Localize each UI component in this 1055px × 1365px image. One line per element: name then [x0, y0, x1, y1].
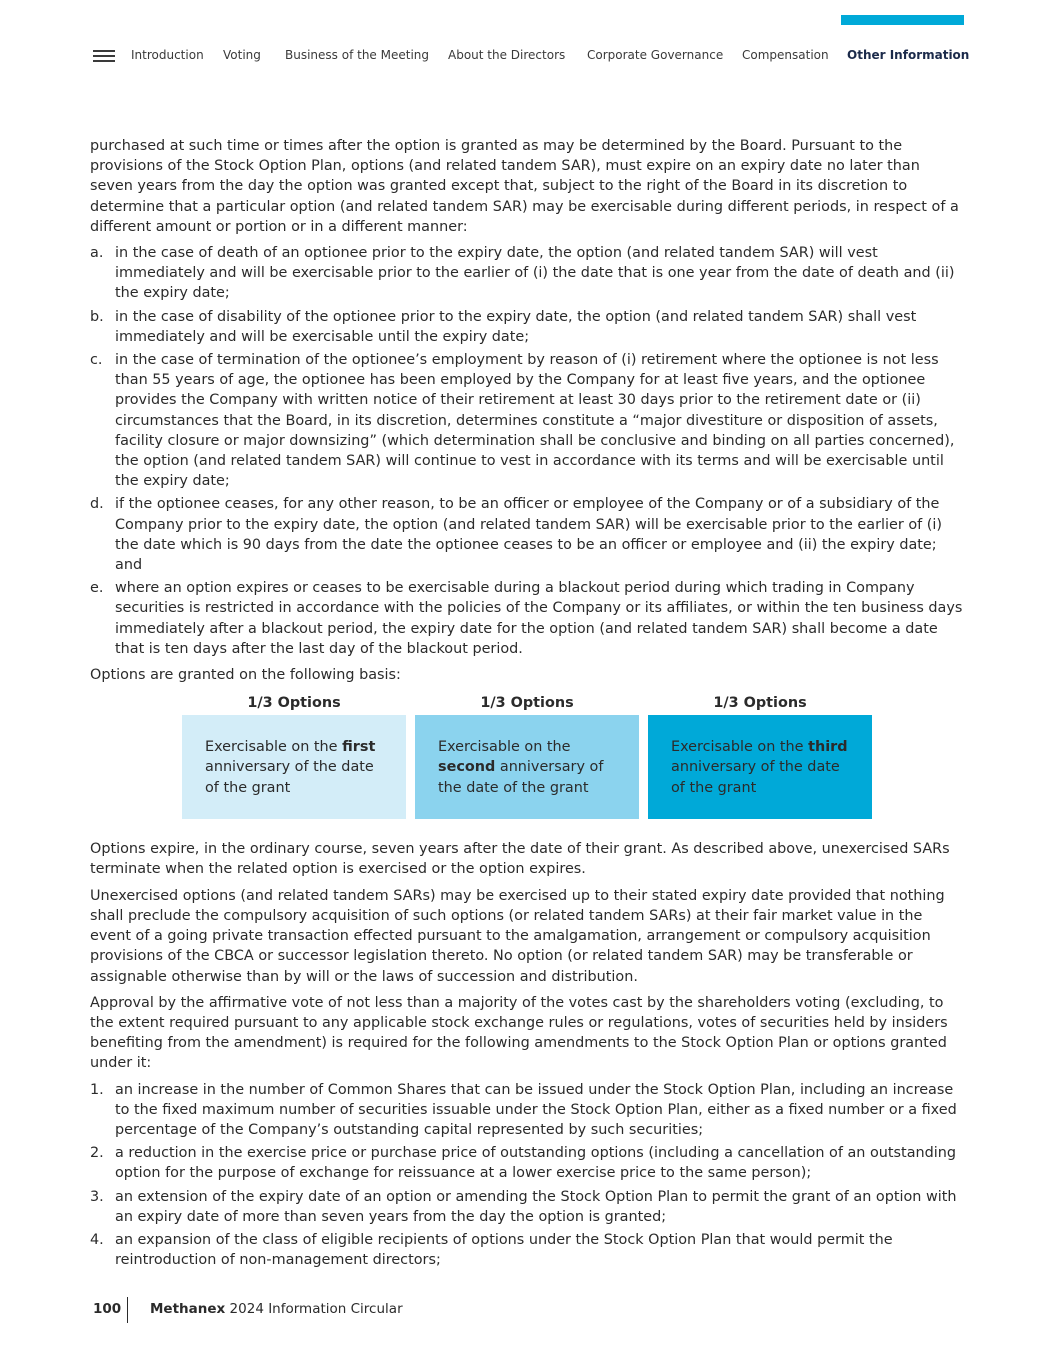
hamburger-menu-icon[interactable] — [93, 50, 115, 64]
vesting-schedule — [182, 693, 872, 825]
vesting-text-post: anniversary of the date of the grant — [438, 759, 604, 796]
vesting-text-pre: Exercisable on the — [205, 739, 343, 756]
list-item — [90, 1230, 966, 1270]
vesting-text-bold: first — [342, 739, 376, 756]
list-item — [90, 494, 966, 575]
vesting-box — [182, 715, 406, 819]
list-item — [90, 307, 966, 347]
list-item-text: an increase in the number of Common Shares that can be issued under the Stock Option Plan, including an increase to the fixed maximum number of securities issuable under the Stock Option Plan, either as a fixed number or a fixed percentage of the Company’s outstanding capital represented by such securities; — [115, 1081, 957, 1138]
list-item — [90, 1187, 966, 1227]
list-marker: 2. — [90, 1145, 104, 1162]
list-item — [90, 243, 966, 304]
numbered-list — [90, 1080, 966, 1271]
nav-item-about-the-directors[interactable]: About the Directors — [448, 48, 566, 62]
vesting-text-bold: third — [808, 739, 848, 756]
vesting-box — [415, 715, 639, 819]
nav-item-compensation[interactable]: Compensation — [742, 48, 829, 62]
list-marker: a. — [90, 245, 104, 262]
options-expire-paragraph: Options expire, in the ordinary course, seven years after the date of their grant. As described above, unexercised SARs terminate when the related option is exercised or the option expires. — [90, 841, 950, 878]
lettered-list — [90, 243, 966, 659]
vesting-text-post: anniversary of the date of the grant — [671, 759, 840, 796]
approval-paragraph: Approval by the affirmative vote of not less than a majority of the votes cast by the shareholders voting (excluding, to the extent required pursuant to any applicable stock exchange rules or regulations, votes of securities held by insiders benefiting from the amendment) is required for the following amendments to the Stock Option Plan or options granted under it: — [90, 994, 948, 1072]
list-item — [90, 1143, 966, 1183]
footer-divider — [127, 1297, 128, 1323]
list-marker: d. — [90, 496, 104, 513]
list-marker: e. — [90, 580, 104, 597]
nav-item-business-of-the-meeting[interactable]: Business of the Meeting — [285, 48, 429, 62]
list-item-text: a reduction in the exercise price or purchase price of outstanding options (including a cancellation of an outstanding option for the purpose of exchange for reissuance at a lower exercise price to the same person); — [115, 1145, 957, 1182]
list-item-text: in the case of termination of the optionee’s employment by reason of (i) retirement where the optionee is not less than 55 years of age, the optionee has been employed by the Company for at least five years, and the optionee provides the Company with written notice of their retirement at least 30 days prior to the retirement date or (ii) circumstances that the Board, in its discretion, determines constitute a “major divestiture or disposition of assets, facility closure or major downsizing” (which determination shall be conclusive and binding on all parties concerned), the option (and related tandem SAR) will continue to vest in accordance with its terms and will be exercisable until the expiry date; — [115, 352, 955, 490]
nav-item-voting[interactable]: Voting — [223, 48, 261, 62]
publication-title — [150, 1301, 403, 1317]
intro-paragraph: purchased at such time or times after the option is granted as may be determined by the Board. Pursuant to the provisions of the Stock Option Plan, options (and related tandem SAR), must expire on an expiry date no later than seven years from the day the option was granted except that, subject to the right of the Board in its discretion to determine that a particular option (and related tandem SAR) may be exercisable during different periods, in respect of a different amount or portion or in a different manner: — [90, 138, 959, 235]
list-item-text: in the case of death of an optionee prior to the expiry date, the option (and related tandem SAR) will vest immediately and will be exercisable prior to the earlier of (i) the date that is one year from the date of death and (ii) the expiry date; — [115, 245, 955, 302]
nav-item-introduction[interactable]: Introduction — [131, 48, 204, 62]
vesting-text-post: anniversary of the date of the grant — [205, 759, 374, 796]
list-item-text: in the case of disability of the optionee prior to the expiry date, the option (and related tandem SAR) shall vest immediately and will be exercisable until the expiry date; — [115, 308, 917, 345]
document-name: 2024 Information Circular — [229, 1301, 403, 1317]
list-marker: c. — [90, 352, 103, 369]
basis-intro: Options are granted on the following basis: — [90, 667, 401, 684]
vesting-text-bold: second — [438, 759, 496, 776]
vesting-title: 1/3 Options — [713, 695, 807, 712]
page-number: 100 — [93, 1301, 122, 1317]
page-content — [90, 136, 966, 1276]
list-marker: 1. — [90, 1081, 104, 1098]
nav-item-corporate-governance[interactable]: Corporate Governance — [587, 48, 724, 62]
company-name: Methanex — [150, 1301, 226, 1317]
vesting-text-pre: Exercisable on the — [438, 739, 571, 756]
vesting-column-first — [182, 693, 406, 819]
list-item-text: if the optionee ceases, for any other reason, to be an officer or employee of the Company or of a subsidiary of the Company prior to the expiry date, the option (and related tandem SAR) will be exercisable prior to the earlier of (i) the date which is 90 days from the date the optionee ceases to be an officer or employee and (ii) the expiry date; and — [115, 496, 943, 574]
vesting-text-pre: Exercisable on the — [671, 739, 809, 756]
accent-bar — [841, 15, 964, 25]
list-item-text: where an option expires or ceases to be exercisable during a blackout period during which trading in Company securities is restricted in accordance with the policies of the Company or its affiliates, or within the ten business days immediately after a blackout period, the expiry date for the option (and related tandem SAR) shall become a date that is ten days after the last day of the blackout period. — [115, 580, 963, 657]
unexercised-options-paragraph: Unexercised options (and related tandem SARs) may be exercised up to their stated expiry date provided that nothing shall preclude the compulsory acquisition of such options (or related tandem SARs) at their fair market value in the event of a going private transaction effected pursuant to the amalgamation, arrangement or compulsory acquisition provisions of the CBCA or successor legislation thereto. No option (or related tandem SAR) may be transferable or assignable otherwise than by will or the laws of succession and distribution. — [90, 887, 945, 985]
vesting-title: 1/3 Options — [247, 695, 341, 712]
vesting-title: 1/3 Options — [480, 695, 574, 712]
list-marker: 4. — [90, 1231, 104, 1248]
list-marker: 3. — [90, 1188, 104, 1205]
nav-item-other-information[interactable]: Other Information — [847, 48, 970, 62]
vesting-column-third — [648, 693, 872, 819]
vesting-box — [648, 715, 872, 819]
top-navigation — [93, 46, 970, 66]
list-item — [90, 350, 966, 491]
list-marker: b. — [90, 308, 104, 325]
list-item-text: an extension of the expiry date of an option or amending the Stock Option Plan to permit the grant of an option with an expiry date of more than seven years from the day the option is granted; — [115, 1188, 957, 1225]
list-item — [90, 578, 966, 659]
list-item — [90, 1080, 966, 1141]
list-item-text: an expansion of the class of eligible recipients of options under the Stock Option Plan that would permit the reintroduction of non-management directors; — [115, 1231, 893, 1269]
vesting-column-second — [415, 693, 639, 819]
